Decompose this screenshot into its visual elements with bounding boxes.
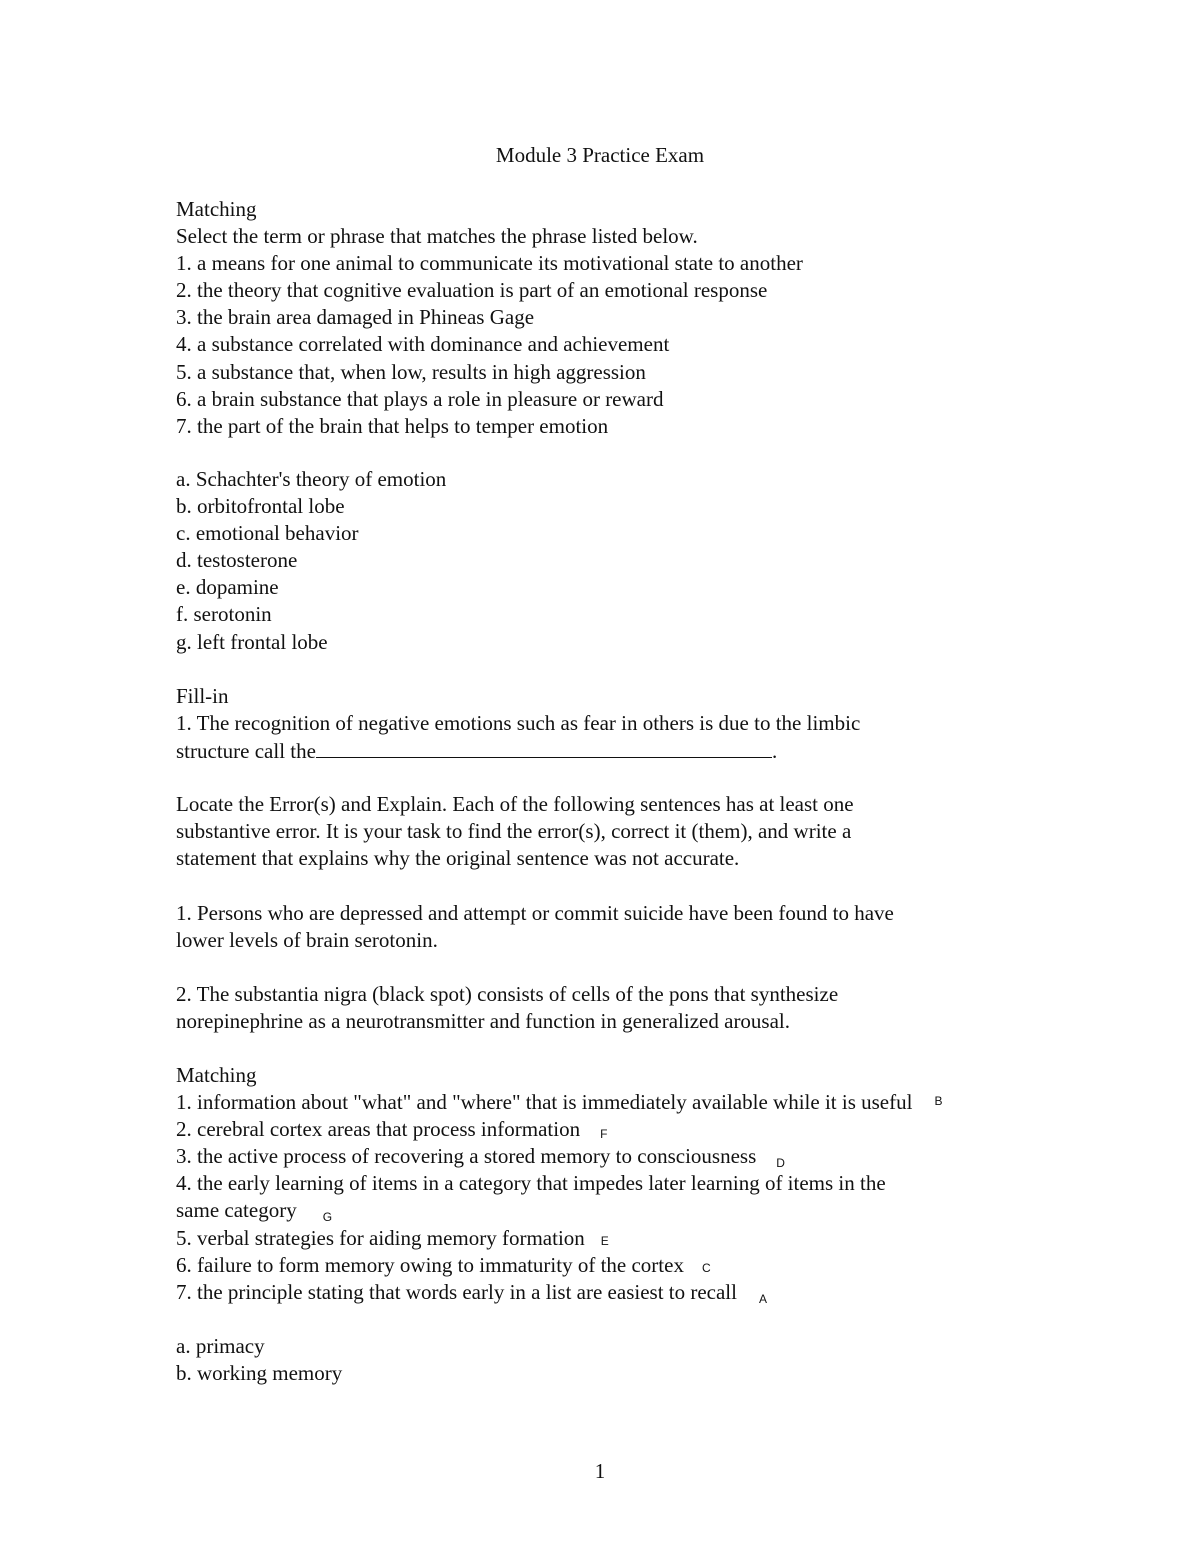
paragraph-line: substantive error. It is your task to find the error(s), correct it (them), and write a [176,819,852,844]
list-item [176,1252,1076,1279]
error-item-2 [176,981,1076,1035]
fillin-question: 1. The recognition of negative emotions such as fear in others is due to the limbic [176,711,861,736]
option-item: f. serotonin [176,602,272,627]
paragraph-line: lower levels of brain serotonin. [176,928,438,953]
item-text: 4. the early learning of items in a category that impedes later learning of items in the [176,1171,886,1196]
list-item [176,1143,1076,1170]
option-item: e. dopamine [176,575,279,600]
list-item [176,1089,1076,1116]
item-text: 2. cerebral cortex areas that process information [176,1117,581,1142]
section-heading: Matching [176,197,257,221]
matching-section-1 [176,196,1076,440]
option-item: g. left frontal lobe [176,629,328,654]
matching-section-2 [176,1062,1076,1306]
section-instruction: Select the term or phrase that matches the phrase listed below. [176,224,698,249]
item-text: same category [176,1198,297,1223]
list-item: 3. the brain area damaged in Phineas Gage [176,305,535,330]
error-item-1 [176,900,1076,954]
list-item [176,1225,1076,1252]
item-text: 3. the active process of recovering a stored memory to consciousness [176,1144,757,1169]
list-item: 2. the theory that cognitive evaluation is part of an emotional response [176,278,768,303]
section-heading: Fill-in [176,684,229,708]
fillin-prefix: structure call the [176,739,316,764]
item-text: 7. the principle stating that words early in a list are easiest to recall [176,1279,737,1304]
option-item: d. testosterone [176,548,298,573]
fillin-suffix: . [771,739,778,764]
option-item: b. orbitofrontal lobe [176,494,345,519]
option-item: a. primacy [176,1334,265,1358]
paragraph-line: statement that explains why the original sentence was not accurate. [176,846,740,871]
fillin-question-continued [176,737,1076,764]
list-item [176,1279,1076,1306]
page-title: Module 3 Practice Exam [495,143,705,167]
option-item: b. working memory [176,1361,343,1386]
item-text: 1. information about "what" and "where" that is immediately available while it is useful [176,1090,913,1115]
handwritten-answer: D [776,1156,785,1171]
section-heading: Matching [176,1063,257,1087]
paragraph-line: norepinephrine as a neurotransmitter and function in generalized arousal. [176,1009,791,1034]
option-item: a. Schachter's theory of emotion [176,467,447,491]
matching-options-2 [176,1333,1076,1387]
answer-blank[interactable] [316,737,772,758]
list-item: 7. the part of the brain that helps to temper emotion [176,413,609,438]
item-text: 6. failure to form memory owing to immaturity of the cortex [176,1252,684,1277]
paragraph-line: Locate the Error(s) and Explain. Each of the following sentences has at least one [176,792,854,816]
handwritten-answer: A [758,1291,767,1306]
fillin-section [176,683,1076,764]
page-number: 1 [594,1459,606,1483]
list-item: 4. a substance correlated with dominance and achievement [176,332,670,357]
list-item: 6. a brain substance that plays a role in pleasure or reward [176,386,664,411]
option-item: c. emotional behavior [176,521,359,546]
handwritten-answer: C [701,1260,711,1275]
list-item [176,1116,1076,1143]
paragraph-line: 2. The substantia nigra (black spot) consists of cells of the pons that synthesize [176,982,839,1006]
matching-options-1 [176,466,1076,656]
list-item: 5. a substance that, when low, results in high aggression [176,359,646,384]
handwritten-answer: B [934,1094,943,1109]
item-text: 5. verbal strategies for aiding memory formation [176,1225,585,1250]
list-item: 1. a means for one animal to communicate its motivational state to another [176,251,803,276]
handwritten-answer: G [322,1210,333,1225]
list-item [176,1170,1076,1197]
handwritten-answer: E [600,1233,609,1248]
handwritten-answer: F [600,1127,608,1142]
errors-intro [176,791,1076,872]
paragraph-line: 1. Persons who are depressed and attempt or commit suicide have been found to have [176,901,894,925]
list-item [176,1197,1076,1224]
